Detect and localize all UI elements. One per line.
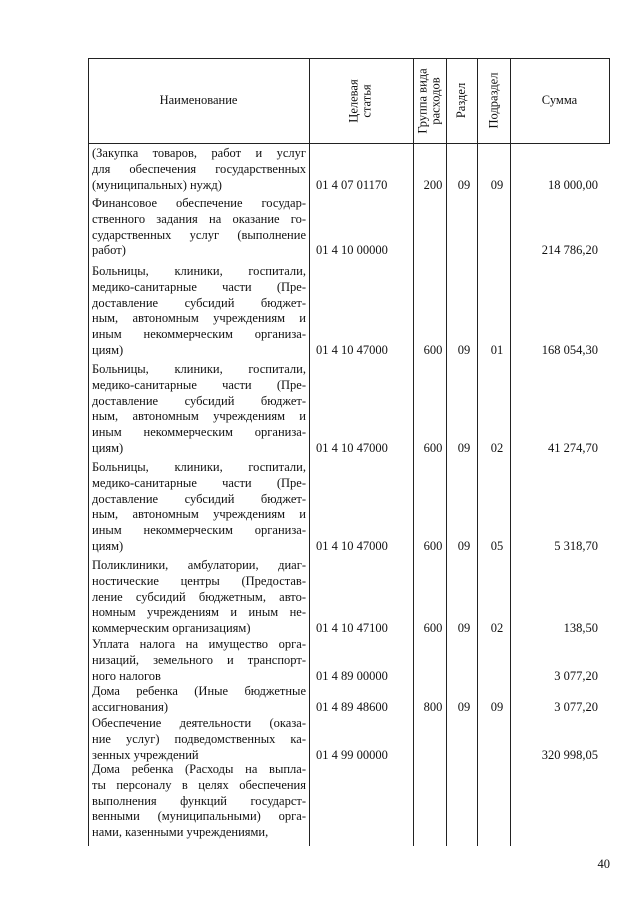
row-sum: 214 786,20 [541,243,598,258]
header-group-label [417,68,443,133]
row-name-line: иным некоммерческим организа- [92,523,306,538]
row-name-line: Дома ребенка (Расходы на выпла- [92,762,306,776]
row-name-line: коммерческим организациям) [92,621,251,636]
row-subsection: 02 [490,441,504,455]
table-right-border [609,58,610,143]
row-expense-group: 600 [423,441,443,455]
row-name-line: ление субсидий бюджетным, авто- [92,589,306,604]
row-name-line: (Закупка товаров, работ и услуг [92,146,306,160]
row-section: 09 [457,699,471,714]
row-name-line: доставление субсидий бюджет- [92,295,306,310]
header-section [446,58,477,143]
row-sum: 138,50 [563,621,598,636]
row-name [92,762,306,841]
header-target [309,58,413,143]
row-subsection: 02 [490,621,504,636]
row-target-code: 01 4 10 00000 [316,243,388,258]
row-expense-group: 600 [423,621,443,636]
row-name-line: иным некоммерческим организа- [92,425,306,440]
row-subsection: 05 [490,539,504,553]
column-divider [309,58,310,846]
row-expense-group: 600 [423,343,443,357]
header-subsection [477,58,510,143]
row-section: 09 [457,177,471,192]
row-name-line: нами, казенными учреждениями, [92,825,269,840]
header-sum-label: Сумма [541,93,578,107]
row-name [92,146,306,193]
row-sum: 3 077,20 [554,699,598,714]
header-name [88,58,309,143]
row-name-line: Дома ребенка (Иные бюджетные [92,684,306,698]
row-name-line: ты персоналу в целях обеспечения [92,777,306,792]
row-name-line: доставление субсидий бюджет- [92,491,306,506]
row-name-line: ным, автономным учреждениям и [92,507,306,522]
header-subsection-label: Подраздел [486,72,500,129]
row-sum: 5 318,70 [554,539,598,553]
row-name-line: Больницы, клиники, госпитали, [92,362,306,376]
row-expense-group: 800 [423,699,443,714]
row-name-line: циям) [92,538,124,553]
row-name-line: ным, автономным учреждениям и [92,409,306,424]
row-section: 09 [457,539,471,553]
header-name-label: Наименование [159,93,238,107]
row-name-line: низаций, земельного и транспорт- [92,652,306,667]
row-name-line: ного налогов [92,668,161,683]
row-name [92,460,306,555]
row-name-line: ние услуг) подведомственных ка- [92,731,306,746]
header-group-line: Группа вида [415,67,430,134]
row-sum: 3 077,20 [554,668,598,683]
row-subsection: 09 [490,699,504,714]
row-name [92,716,306,763]
header-target-line: статья [360,83,374,118]
page-number: 40 [597,857,610,871]
row-name-line: номным учреждениям и иным не- [92,605,306,620]
column-divider [413,58,414,846]
row-name [92,362,306,457]
row-expense-group: 200 [423,177,443,192]
row-target-code: 01 4 89 00000 [316,668,388,683]
row-name-line: венными (муниципальными) орга- [92,809,306,824]
row-target-code: 01 4 10 47000 [316,343,388,357]
row-name-line: Поликлиники, амбулатории, диаг- [92,558,306,572]
row-name-line: Уплата налога на имущество орга- [92,637,306,651]
row-name [92,196,306,259]
row-name-line: сударственных услуг (выполнение [92,227,306,242]
header-sum [510,58,609,143]
row-name-line: работ) [92,243,126,258]
row-sum: 18 000,00 [548,177,598,192]
row-target-code: 01 4 10 47000 [316,441,388,455]
row-name-line: медико-санитарные части (Пре- [92,279,306,294]
row-name [92,684,306,716]
header-section-label: Раздел [454,82,469,119]
row-name-line: зенных учреждений [92,747,199,762]
row-name-line: циям) [92,440,124,455]
row-name-line: ностические центры (Предостав- [92,573,306,588]
row-name-line: Больницы, клиники, госпитали, [92,460,306,474]
row-name-line: доставление субсидий бюджет- [92,393,306,408]
row-sum: 41 274,70 [548,441,598,455]
row-name-line: для обеспечения государственных [92,161,306,176]
budget-table [88,58,610,846]
row-subsection: 01 [490,343,504,357]
row-target-code: 01 4 89 48600 [316,699,388,714]
row-target-code: 01 4 99 00000 [316,747,388,762]
row-name-line: Финансовое обеспечение государ- [92,196,306,210]
row-name [92,264,306,359]
header-group-line: расходов [428,76,443,125]
row-section: 09 [457,441,471,455]
row-name-line: иным некоммерческим организа- [92,327,306,342]
row-name-line: ным, автономным учреждениям и [92,311,306,326]
row-target-code: 01 4 10 47000 [316,539,388,553]
row-sum: 168 054,30 [541,343,598,357]
row-sum: 320 998,05 [541,747,598,762]
table-left-border [88,58,89,846]
row-name-line: циям) [92,342,124,357]
header-group [413,58,446,143]
row-name [92,558,306,637]
header-target-line: Целевая [347,78,361,123]
header-bottom-border [88,143,610,144]
row-name [92,637,306,684]
row-expense-group: 600 [423,539,443,553]
row-section: 09 [457,343,471,357]
row-section: 09 [457,621,471,636]
row-name-line: ассигнования) [92,699,168,714]
row-target-code: 01 4 07 01170 [316,177,388,192]
row-name-line: (муниципальных) нужд) [92,177,222,192]
row-name-line: медико-санитарные части (Пре- [92,377,306,392]
row-name-line: ственного задания на оказание го- [92,211,306,226]
row-subsection: 09 [490,177,504,192]
row-name-line: медико-санитарные части (Пре- [92,475,306,490]
row-name-line: Обеспечение деятельности (оказа- [92,716,306,730]
row-name-line: выполнения функций государст- [92,793,306,808]
row-target-code: 01 4 10 47100 [316,621,388,636]
header-target-label [348,79,374,122]
row-name-line: Больницы, клиники, госпитали, [92,264,306,278]
